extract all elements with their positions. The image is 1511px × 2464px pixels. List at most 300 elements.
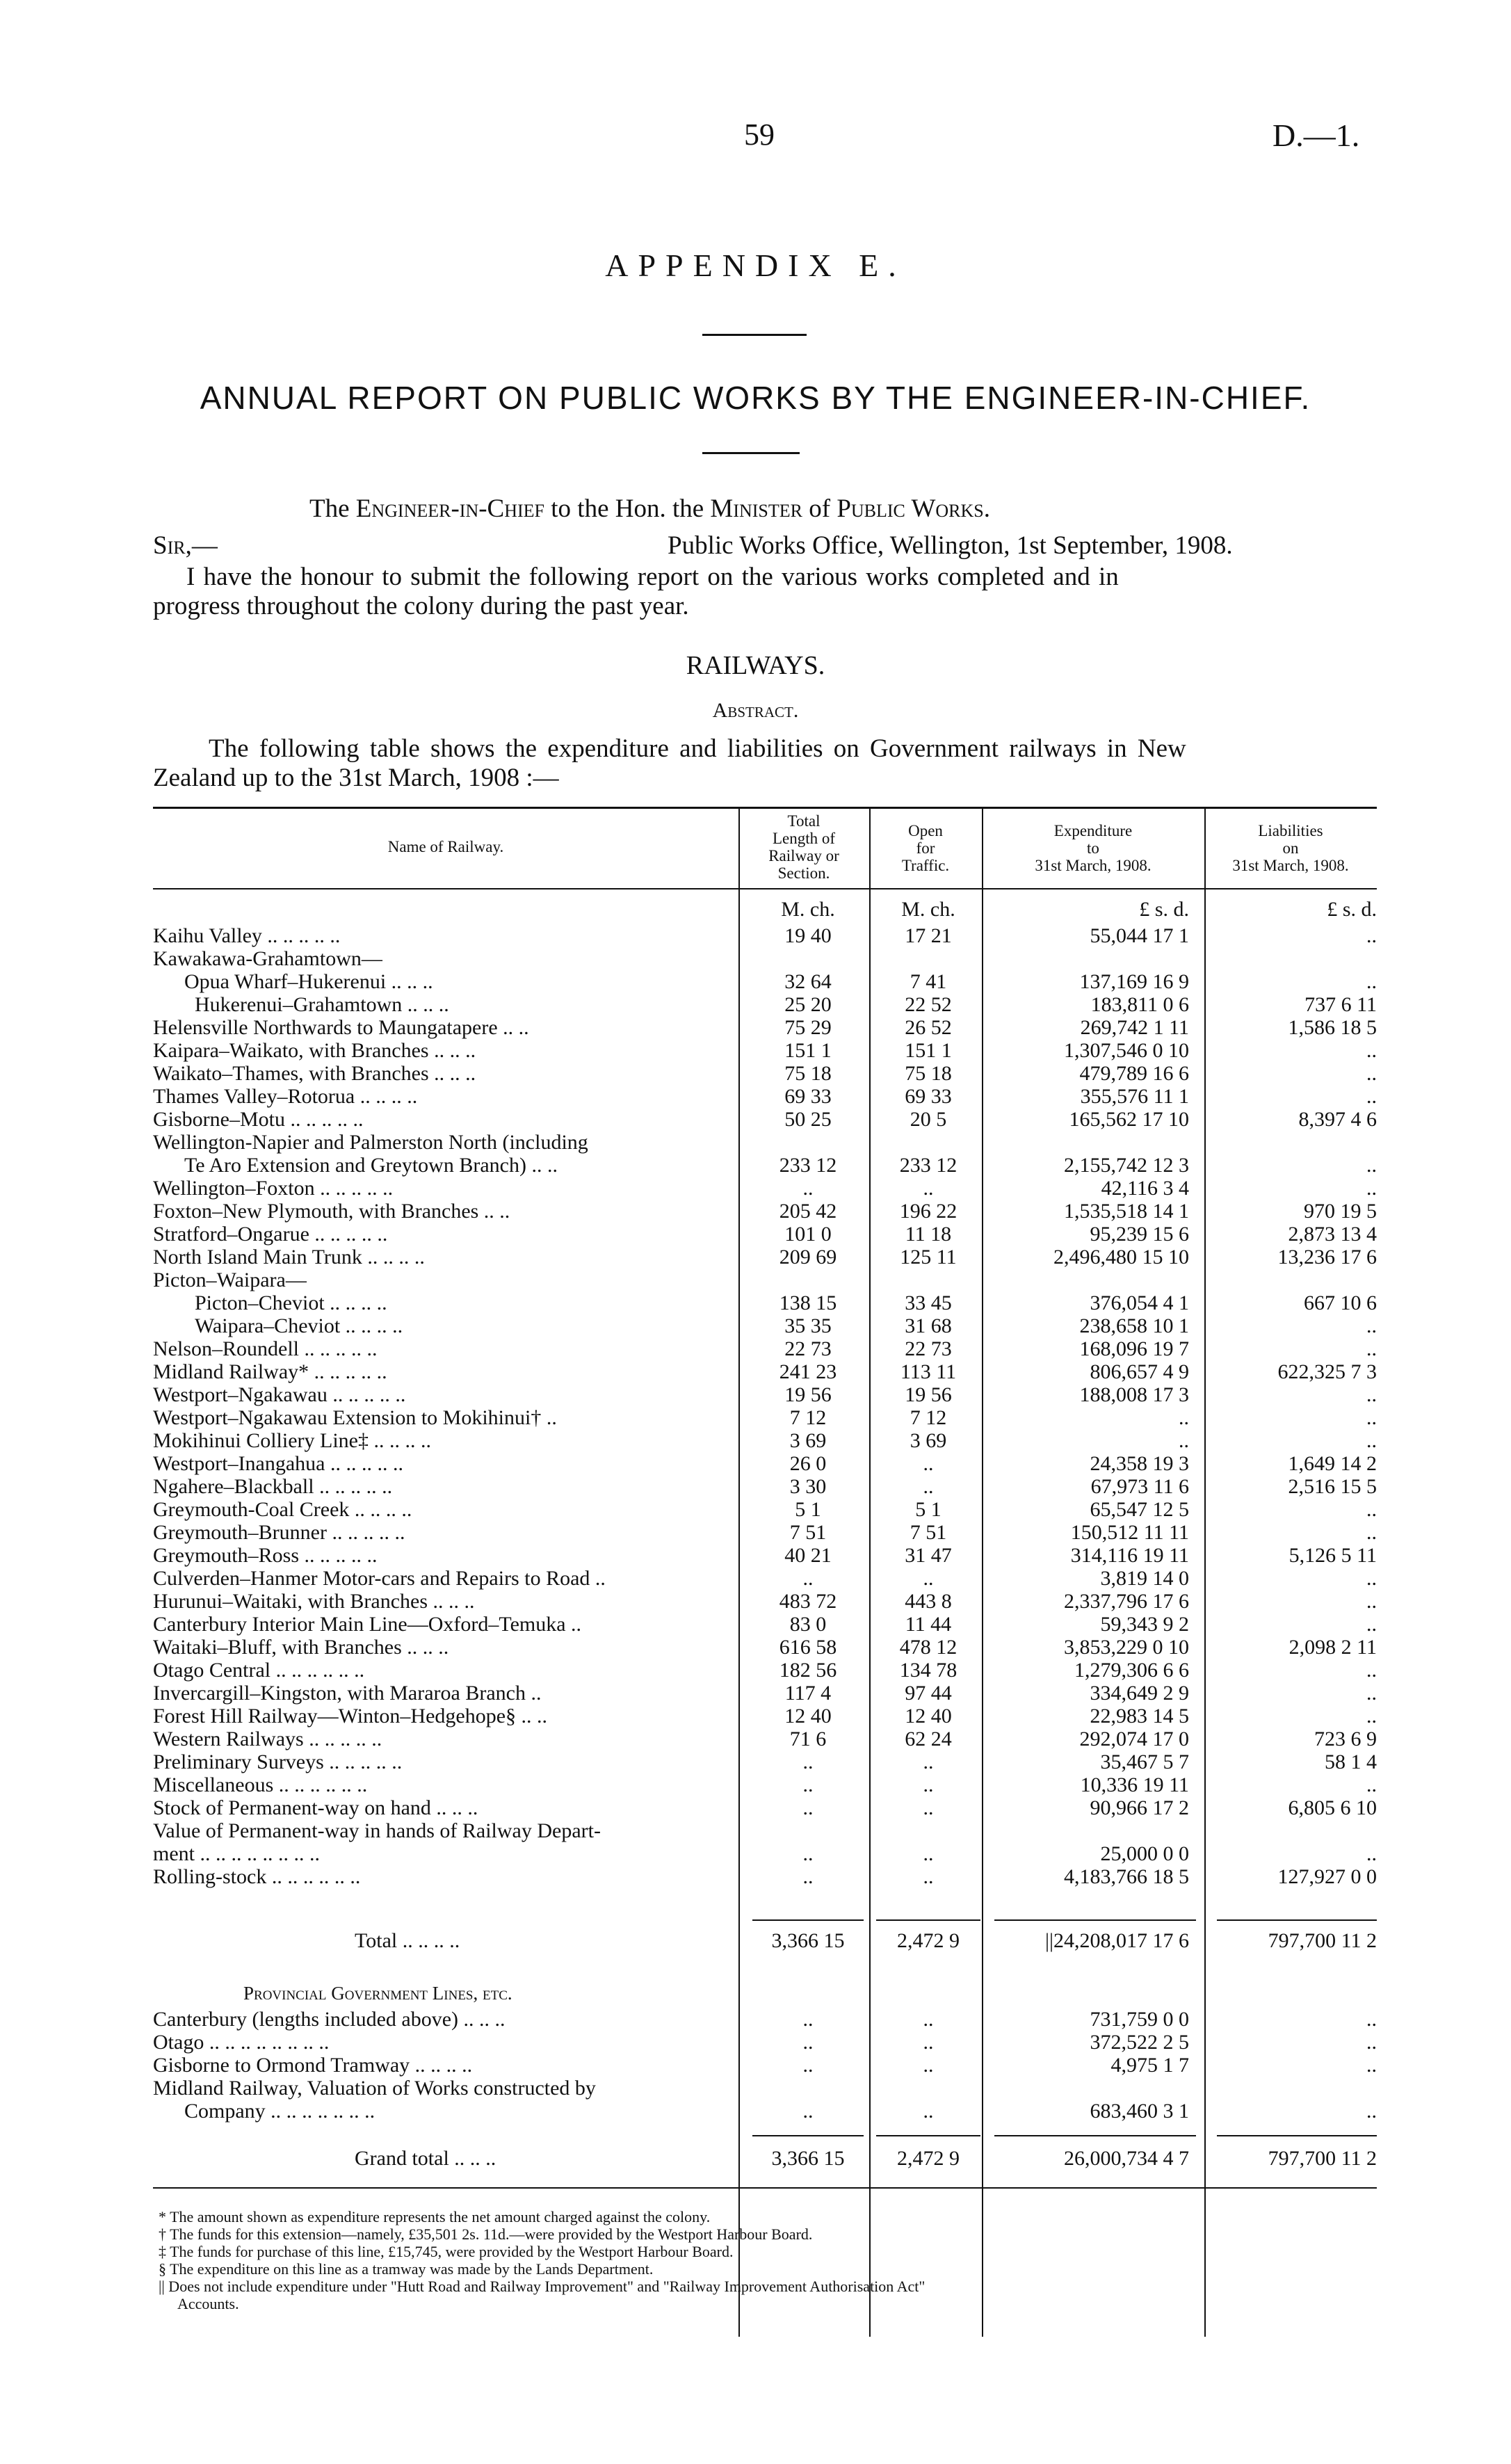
expenditure-cell: 806,657 4 9 [1090, 1360, 1189, 1383]
open-cell: .. [923, 1567, 934, 1590]
length-cell: 71 6 [789, 1728, 827, 1750]
liabilities-cell: 6,805 6 10 [1288, 1796, 1377, 1819]
liabilities-cell: 127,927 0 0 [1277, 1865, 1377, 1888]
divider-rule [702, 334, 807, 336]
expenditure-cell: 150,512 11 11 [1070, 1521, 1189, 1544]
table-row [153, 1774, 1377, 1796]
liabilities-cell: .. [1366, 1521, 1377, 1544]
expenditure-cell: 10,336 19 11 [1080, 1773, 1189, 1796]
provincial-heading [153, 1982, 1377, 2004]
expenditure-cell: .. [1179, 1406, 1189, 1429]
length-cell: 75 29 [784, 1016, 832, 1039]
railway-name: North Island Main Trunk .. .. .. .. [153, 1246, 425, 1269]
length-cell: 22 73 [784, 1337, 832, 1360]
table-row [153, 2077, 1377, 2100]
length-cell: 12 40 [784, 1705, 832, 1728]
railway-name: Otago .. .. .. .. .. .. .. .. [153, 2031, 330, 2054]
open-cell: .. [923, 1177, 934, 1200]
table-row [153, 1177, 1377, 1200]
liabilities-cell: .. [1366, 1177, 1377, 1200]
expenditure-cell: 376,054 4 1 [1090, 1291, 1189, 1314]
table-row [153, 2031, 1377, 2054]
expenditure-cell: 42,116 3 4 [1101, 1177, 1189, 1200]
railway-name: Canterbury (lengths included above) .. .. .. [153, 2008, 506, 2031]
open-cell: 69 33 [905, 1085, 952, 1108]
open-cell: .. [923, 1475, 934, 1498]
expenditure-cell: 22,983 14 5 [1090, 1705, 1189, 1728]
railway-name: Westport–Ngakawau .. .. .. .. .. [153, 1384, 406, 1406]
table-row [153, 1476, 1377, 1498]
length-cell: 483 72 [779, 1590, 837, 1613]
total-rule [1217, 1919, 1377, 1921]
expenditure-cell: 238,658 10 1 [1079, 1314, 1189, 1337]
header-line: on [1282, 839, 1299, 857]
footnote: § The expenditure on this line as a tramway was made by the Lands Department. [159, 2260, 654, 2278]
length-cell: .. [802, 1177, 814, 1200]
total-rule [994, 1919, 1196, 1921]
open-cell: .. [923, 1452, 934, 1475]
table-row [153, 994, 1377, 1016]
grand-total-length: 3,366 15 [771, 2147, 845, 2170]
open-cell: 196 22 [899, 1200, 957, 1223]
railway-name: Otago Central .. .. .. .. .. .. [153, 1659, 365, 1682]
liabilities-cell: 667 10 6 [1304, 1291, 1377, 1314]
footnote: || Does not include expenditure under "Hutt Road and Railway Improvement" and "Railway Improvement Authorisation Act" [159, 2278, 926, 2295]
railway-name: Midland Railway, Valuation of Works constructed by [153, 2077, 596, 2100]
footnote: ‡ The funds for purchase of this line, £15,745, were provided by the Westport Harbour Board. [159, 2243, 734, 2260]
length-cell: 35 35 [784, 1314, 832, 1337]
liabilities-cell: .. [1366, 1590, 1377, 1613]
length-cell: 7 12 [789, 1406, 827, 1429]
total-length: 3,366 15 [771, 1929, 845, 1952]
length-cell: .. [802, 1773, 814, 1796]
total-rule [876, 1919, 980, 1921]
liabilities-cell: .. [1366, 970, 1377, 993]
column-header-liabilities [1204, 822, 1377, 874]
railway-name: Hukerenui–Grahamtown .. .. .. [195, 994, 449, 1016]
open-cell: 233 12 [899, 1154, 957, 1177]
grand-total-liabilities: 797,700 11 2 [1268, 2147, 1377, 2170]
divider-rule [702, 452, 800, 454]
open-cell: 62 24 [905, 1728, 952, 1750]
liabilities-cell: 2,098 2 11 [1288, 1636, 1377, 1659]
expenditure-cell: 2,337,796 17 6 [1064, 1590, 1189, 1613]
liabilities-cell: .. [1366, 2008, 1377, 2031]
table-row [153, 1223, 1377, 1246]
railway-name: Te Aro Extension and Greytown Branch) .. .. [184, 1154, 558, 1177]
total-label: Total .. .. .. .. [355, 1930, 460, 1952]
dateline: Public Works Office, Wellington, 1st September, 1908. [668, 531, 1233, 560]
column-header-expenditure [982, 822, 1204, 874]
liabilities-cell: .. [1366, 1085, 1377, 1108]
liabilities-cell: .. [1366, 1039, 1377, 1062]
expenditure-cell: 65,547 12 5 [1090, 1498, 1189, 1521]
header-line: Railway or [768, 847, 839, 864]
table-row [153, 1820, 1377, 1842]
liabilities-cell: .. [1366, 1429, 1377, 1452]
railway-name: Picton–Cheviot .. .. .. .. [195, 1292, 387, 1314]
header-line: Liabilities [1258, 822, 1323, 839]
table-row [153, 1086, 1377, 1108]
railway-name: Westport–Ngakawau Extension to Mokihinui† .. [153, 1407, 557, 1429]
open-cell: 7 51 [910, 1521, 947, 1544]
footnote: Accounts. [177, 2295, 239, 2312]
expenditure-cell: 334,649 2 9 [1090, 1682, 1189, 1705]
length-cell: 26 0 [789, 1452, 827, 1475]
open-cell: .. [923, 2008, 934, 2031]
open-cell: 125 11 [900, 1246, 957, 1269]
railway-name: Invercargill–Kingston, with Mararoa Branch .. [153, 1682, 542, 1705]
liabilities-cell: .. [1366, 1337, 1377, 1360]
railway-name: Greymouth–Brunner .. .. .. .. .. [153, 1522, 405, 1544]
expenditure-cell: 24,358 19 3 [1090, 1452, 1189, 1475]
expenditure-cell: 1,535,518 14 1 [1064, 1200, 1189, 1223]
expenditure-cell: 165,562 17 10 [1069, 1108, 1189, 1131]
liabilities-cell: .. [1366, 1498, 1377, 1521]
railway-name: Kawakawa-Grahamtown— [153, 948, 382, 970]
header-line: Traffic. [901, 857, 950, 874]
table-row [153, 1292, 1377, 1314]
railway-name: Waitaki–Bluff, with Branches .. .. .. [153, 1636, 449, 1659]
table-row [153, 1338, 1377, 1360]
expenditure-cell: 3,853,229 0 10 [1064, 1636, 1189, 1659]
total-row [153, 1930, 1377, 1952]
liabilities-cell: 723 6 9 [1314, 1728, 1377, 1750]
header-line: to [1087, 839, 1099, 857]
table-row [153, 1430, 1377, 1452]
footnote: * The amount shown as expenditure represents the net amount charged against the colony. [159, 2208, 711, 2225]
expenditure-cell: 355,576 11 1 [1080, 1085, 1189, 1108]
grand-total-open: 2,472 9 [897, 2147, 960, 2170]
open-cell: 97 44 [905, 1682, 952, 1705]
length-cell: 7 51 [789, 1521, 827, 1544]
table-row [153, 1453, 1377, 1475]
length-cell: 32 64 [784, 970, 832, 993]
open-cell: .. [923, 2100, 934, 2123]
from-to-recipient: Minister [710, 494, 802, 523]
open-cell: 113 11 [900, 1360, 957, 1383]
units-row [153, 899, 1377, 921]
liabilities-cell: .. [1366, 1659, 1377, 1682]
provincial-heading-text: Provincial Government Lines, etc. [243, 1983, 512, 2004]
railway-name: Waikato–Thames, with Branches .. .. .. [153, 1063, 476, 1085]
railway-name: Ngahere–Blackball .. .. .. .. .. [153, 1476, 393, 1498]
table-row [153, 1522, 1377, 1544]
liabilities-cell: 2,516 15 5 [1288, 1475, 1377, 1498]
table-row [153, 1269, 1377, 1291]
table-row [153, 1866, 1377, 1888]
liabilities-cell: .. [1366, 2031, 1377, 2054]
table-row [153, 2008, 1377, 2031]
expenditure-cell: 372,522 2 5 [1090, 2031, 1189, 2054]
grand-total-expenditure: 26,000,734 4 7 [1064, 2147, 1189, 2170]
report-title: ANNUAL REPORT ON PUBLIC WORKS BY THE ENGINEER-IN-CHIEF. [200, 380, 1311, 416]
letter-from-to [309, 494, 990, 524]
railway-name: Kaipara–Waikato, with Branches .. .. .. [153, 1040, 476, 1062]
railway-name: Gisborne to Ormond Tramway .. .. .. .. [153, 2054, 473, 2077]
liabilities-cell: .. [1366, 1314, 1377, 1337]
length-cell: 50 25 [784, 1108, 832, 1131]
expenditure-cell: 683,460 3 1 [1090, 2100, 1189, 2123]
open-cell: 443 8 [905, 1590, 952, 1613]
railway-name: Thames Valley–Rotorua .. .. .. .. [153, 1086, 418, 1108]
liabilities-cell: 1,649 14 2 [1288, 1452, 1377, 1475]
table-row [153, 1728, 1377, 1750]
railway-name: Stratford–Ongarue .. .. .. .. .. [153, 1223, 388, 1246]
length-cell: 233 12 [779, 1154, 837, 1177]
table-row [153, 1682, 1377, 1705]
expenditure-cell: .. [1179, 1429, 1189, 1452]
header-line: for [916, 839, 935, 857]
railway-name: Stock of Permanent-way on hand .. .. .. [153, 1797, 478, 1819]
header-line: Section. [777, 864, 830, 882]
railway-name: Gisborne–Motu .. .. .. .. .. [153, 1109, 364, 1131]
open-cell: 7 12 [910, 1406, 947, 1429]
railway-name: Westport–Inangahua .. .. .. .. .. [153, 1453, 403, 1475]
open-cell: 7 41 [910, 970, 947, 993]
liabilities-cell: 1,586 18 5 [1288, 1016, 1377, 1039]
table-row [153, 1751, 1377, 1773]
length-cell: 205 42 [779, 1200, 837, 1223]
expenditure-cell: 2,496,480 15 10 [1053, 1246, 1189, 1269]
unit-label: £ s. d. [1327, 898, 1377, 921]
length-cell: 151 1 [784, 1039, 832, 1062]
liabilities-cell: .. [1366, 1383, 1377, 1406]
total-expenditure: ||24,208,017 17 6 [1044, 1929, 1189, 1952]
expenditure-cell: 1,279,306 6 6 [1074, 1659, 1189, 1682]
open-cell: .. [923, 1796, 934, 1819]
table-row [153, 1499, 1377, 1521]
table-rule [153, 2187, 1377, 2189]
open-cell: 75 18 [905, 1062, 952, 1085]
open-cell: 134 78 [899, 1659, 957, 1682]
total-rule [994, 2135, 1196, 2136]
table-row [153, 1407, 1377, 1429]
length-cell: 25 20 [784, 993, 832, 1016]
table-row [153, 1568, 1377, 1590]
liabilities-cell: 622,325 7 3 [1277, 1360, 1377, 1383]
appendix-title: APPENDIX E. [605, 248, 906, 283]
liabilities-cell: .. [1366, 1842, 1377, 1865]
paragraph-line: Zealand up to the 31st March, 1908 :— [153, 764, 559, 792]
railway-name: Greymouth-Coal Creek .. .. .. .. [153, 1499, 412, 1521]
table-row [153, 925, 1377, 947]
railway-name: Greymouth–Ross .. .. .. .. .. [153, 1545, 378, 1567]
expenditure-cell: 25,000 0 0 [1100, 1842, 1189, 1865]
expenditure-cell: 137,169 16 9 [1079, 970, 1189, 993]
expenditure-cell: 269,742 1 11 [1080, 1016, 1189, 1039]
open-cell: 151 1 [905, 1039, 952, 1062]
paragraph-line: progress throughout the colony during the past year. [153, 592, 689, 620]
table-row [153, 1040, 1377, 1062]
header-line: 31st March, 1908. [1035, 857, 1152, 874]
liabilities-cell: 8,397 4 6 [1298, 1108, 1377, 1131]
open-cell: 11 44 [905, 1613, 952, 1636]
open-cell: .. [923, 1842, 934, 1865]
open-cell: 20 5 [910, 1108, 947, 1131]
table-rule [153, 807, 1377, 809]
header-line: Total [787, 812, 821, 830]
liabilities-cell: .. [1366, 1567, 1377, 1590]
salutation: Sir,— [153, 531, 218, 560]
expenditure-cell: 3,819 14 0 [1100, 1567, 1189, 1590]
liabilities-cell: 970 19 5 [1304, 1200, 1377, 1223]
from-to-department: Public Works [837, 494, 984, 523]
from-to-sender: Engineer-in-Chief [355, 494, 545, 523]
open-cell: 22 73 [905, 1337, 952, 1360]
length-cell: 19 56 [784, 1383, 832, 1406]
liabilities-cell: .. [1366, 1705, 1377, 1728]
column-header-name: Name of Railway. [387, 838, 504, 855]
length-cell: 117 4 [784, 1682, 832, 1705]
header-line: Length of [772, 830, 836, 847]
unit-label: M. ch. [781, 898, 835, 921]
length-cell: .. [802, 2054, 814, 2077]
table-row [153, 1361, 1377, 1383]
section-heading: RAILWAYS. [686, 651, 825, 680]
expenditure-cell: 35,467 5 7 [1100, 1750, 1189, 1773]
table-row [153, 1109, 1377, 1131]
open-cell: 17 21 [905, 924, 952, 947]
open-cell: 31 68 [905, 1314, 952, 1337]
length-cell: 182 56 [779, 1659, 837, 1682]
liabilities-cell: .. [1366, 1682, 1377, 1705]
header-line: Open [908, 822, 943, 839]
table-rule [153, 888, 1377, 889]
open-cell: 12 40 [905, 1705, 952, 1728]
expenditure-cell: 67,973 11 6 [1090, 1475, 1189, 1498]
table-row [153, 1200, 1377, 1223]
length-cell: 209 69 [779, 1246, 837, 1269]
length-cell: .. [802, 1567, 814, 1590]
length-cell: .. [802, 2031, 814, 2054]
unit-label: M. ch. [901, 898, 955, 921]
document-reference: D.—1. [1272, 118, 1360, 153]
liabilities-cell: 2,873 13 4 [1288, 1223, 1377, 1246]
table-row [153, 2054, 1377, 2077]
from-to-text: . [983, 494, 990, 523]
table-row [153, 1063, 1377, 1085]
open-cell: 5 1 [915, 1498, 942, 1521]
table-row [153, 1246, 1377, 1269]
length-cell: 3 69 [789, 1429, 827, 1452]
header-line: Expenditure [1053, 822, 1133, 839]
liabilities-cell: .. [1366, 2100, 1377, 2123]
length-cell: 5 1 [795, 1498, 821, 1521]
table-row [153, 1705, 1377, 1728]
expenditure-cell: 2,155,742 12 3 [1064, 1154, 1189, 1177]
table-row [153, 1843, 1377, 1865]
grand-total-row [153, 2148, 1377, 2170]
liabilities-cell: .. [1366, 1613, 1377, 1636]
liabilities-cell: .. [1366, 924, 1377, 947]
table-row [153, 1017, 1377, 1039]
total-rule [752, 1919, 864, 1921]
expenditure-cell: 59,343 9 2 [1100, 1613, 1189, 1636]
liabilities-cell: .. [1366, 2054, 1377, 2077]
length-cell: 101 0 [784, 1223, 832, 1246]
railway-name: Midland Railway* .. .. .. .. .. [153, 1361, 387, 1383]
expenditure-cell: 183,811 0 6 [1090, 993, 1189, 1016]
total-liabilities: 797,700 11 2 [1268, 1929, 1377, 1952]
length-cell: .. [802, 2100, 814, 2123]
table-row [153, 1545, 1377, 1567]
railway-name: Wellington–Foxton .. .. .. .. .. [153, 1177, 394, 1200]
liabilities-cell: .. [1366, 1062, 1377, 1085]
open-cell: 33 45 [905, 1291, 952, 1314]
liabilities-cell: 5,126 5 11 [1288, 1544, 1377, 1567]
length-cell: 3 30 [789, 1475, 827, 1498]
open-cell: 31 47 [905, 1544, 952, 1567]
total-rule [1217, 2135, 1377, 2136]
grand-total-label: Grand total .. .. .. [355, 2148, 496, 2170]
length-cell: 241 23 [779, 1360, 837, 1383]
open-cell: 22 52 [905, 993, 952, 1016]
paragraph-line: The following table shows the expenditure and liabilities on Government railways in New [209, 734, 1186, 763]
table-row [153, 948, 1377, 970]
table-row [153, 1132, 1377, 1154]
railway-name: Helensville Northwards to Maungatapere .. .. [153, 1017, 529, 1039]
table-row [153, 1613, 1377, 1636]
length-cell: .. [802, 1796, 814, 1819]
paragraph-line: I have the honour to submit the following report on the various works completed and in [186, 563, 1119, 591]
railway-name: Western Railways .. .. .. .. .. [153, 1728, 382, 1750]
open-cell: .. [923, 1865, 934, 1888]
open-cell: 3 69 [910, 1429, 947, 1452]
railway-name: Waipara–Cheviot .. .. .. .. [195, 1315, 403, 1337]
expenditure-cell: 168,096 19 7 [1079, 1337, 1189, 1360]
railway-name: Hurunui–Waitaki, with Branches .. .. .. [153, 1591, 475, 1613]
column-header-open [869, 822, 982, 874]
expenditure-cell: 479,789 16 6 [1079, 1062, 1189, 1085]
length-cell: 69 33 [784, 1085, 832, 1108]
table-row [153, 971, 1377, 993]
column-header-length [738, 812, 869, 882]
from-to-text: to the Hon. the [544, 494, 711, 523]
total-rule [876, 2135, 980, 2136]
railway-name: Mokihinui Colliery Line‡ .. .. .. .. [153, 1430, 431, 1452]
liabilities-cell: .. [1366, 1406, 1377, 1429]
length-cell: .. [802, 1842, 814, 1865]
railway-name: Value of Permanent-way in hands of Railway Depart- [153, 1820, 601, 1842]
railway-name: Nelson–Roundell .. .. .. .. .. [153, 1338, 378, 1360]
subheading: Abstract. [712, 699, 799, 722]
expenditure-cell: 731,759 0 0 [1090, 2008, 1189, 2031]
railway-name: Miscellaneous .. .. .. .. .. .. [153, 1774, 368, 1796]
table-row [153, 2100, 1377, 2123]
liabilities-cell: .. [1366, 1773, 1377, 1796]
liabilities-cell: 13,236 17 6 [1277, 1246, 1377, 1269]
open-cell: 478 12 [899, 1636, 957, 1659]
railway-name: Rolling-stock .. .. .. .. .. .. [153, 1866, 361, 1888]
railway-name: Forest Hill Railway—Winton–Hedgehope§ .. .. [153, 1705, 548, 1728]
table-row [153, 1591, 1377, 1613]
railway-name: Culverden–Hanmer Motor-cars and Repairs to Road .. [153, 1568, 606, 1590]
length-cell: .. [802, 1750, 814, 1773]
railway-name: Picton–Waipara— [153, 1269, 307, 1291]
expenditure-cell: 1,307,546 0 10 [1064, 1039, 1189, 1062]
header-line: 31st March, 1908. [1232, 857, 1349, 874]
from-to-text: of [802, 494, 837, 523]
table-row [153, 1797, 1377, 1819]
railway-name: Canterbury Interior Main Line—Oxford–Temuka .. [153, 1613, 582, 1636]
table-row [153, 1154, 1377, 1177]
expenditure-cell: 90,966 17 2 [1090, 1796, 1189, 1819]
open-cell: .. [923, 1773, 934, 1796]
expenditure-cell: 55,044 17 1 [1090, 924, 1189, 947]
from-to-text: The [309, 494, 356, 523]
table-row [153, 1659, 1377, 1682]
